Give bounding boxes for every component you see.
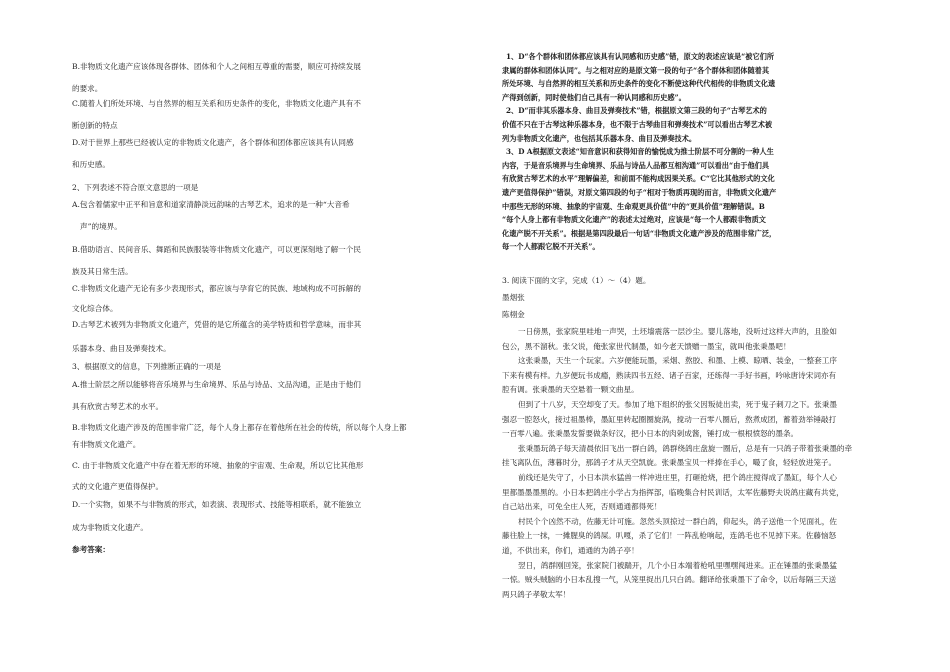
left-line: B.非物质文化遗产涉及的范围非常广泛，每个人身上都存在着他所在社会的传统，所以每个人身上都 [72,423,407,432]
answer-line: 价值不只在于古琴这种乐器本身，也不限于古琴曲目和弹奏技术”可以看出古琴艺术被 [502,120,773,129]
answer-line: 有欣赏古琴艺术的水平”理解偏差，和前面不能构成因果关系。C“它比其他形式的文化 [502,174,775,184]
answer-line: 2、D“而非其乐器本身、曲目及弹奏技术”错，根据原文第三段的句子“古琴艺术的 [506,106,767,116]
left-line: 式的文化遗产更值得保护。 [72,482,164,491]
left-line: B.借助语言、民间音乐、舞蹈和民族服装等非物质文化遗产，可以更深刻地了解一个民 [72,245,361,254]
story-line: 两只鸽子孝敬太军！ [502,589,571,599]
story-line: 自己站出来，可免全庄人死，否则通通都得死！ [502,502,662,512]
left-line: A.包含着儒家中正平和旨意和道家清静淡远韵味的古琴艺术，追求的是一种“大音希 [72,200,350,209]
left-line: 具有欣赏古琴艺术的水平。 [72,402,164,411]
story-line: 里都墨墨墨黑的。小日本把鸽庄小学占为指挥部，临晚集合村民训话，太军佐藤野夫说鸽庄藏有共党， [502,487,844,497]
left-line: 有非物质文化遗产。 [72,440,141,449]
story-line: 这张秉墨，天生一个玩家。六岁便能玩墨，采烟、熬胶、和墨、上模、晾晒、装金，一整套工序 [518,356,837,366]
story-author: 陈栩金 [502,310,525,319]
left-line: 断创新的特点 [72,121,118,130]
left-line: 3、根据原文的信息，下列推断正确的一项是 [72,362,222,371]
question-heading: 3. 阅读下面的文字，完成（1）～（4）题。 [502,276,651,285]
answer-line: 产得到创新，同时使他们自己具有一种认同感和历史感”。 [502,92,686,102]
answer-line: 每一个人都跟它脱不开关系”。 [502,242,600,252]
story-title: 墨烟张 [502,293,525,302]
story-line: 张秉墨玩鸽子每天清晨依旧飞出一群白鸽，鸽群绕鸽庄盘旋一圈后，总是有一只鸽子带着张秉墨的牵 [518,443,853,453]
left-line: D.古琴艺术被列为非物质文化遗产，凭借的是它所蕴含的美学特质和哲学意味，而非其 [72,320,362,329]
left-line: B.非物质文化遗产应该体现各群体、团体和个人之间相互尊重的需要，顺应可持续发展 [72,62,361,71]
left-line: A.推士阶层之所以能够将音乐境界与生命境界、乐品与诗品、文品沟通，正是由于他们 [72,380,361,389]
answer-line: “每个人身上都有非物质文化遗产”的表述太过绝对，应该是“每一个人都跟非物质文 [502,215,766,225]
answer-line: 1、D“各个群体和团体都应该具有认同感和历史感”错，原文的表述应该是“被它们所 [506,52,775,61]
answer-line: 化遗产脱不开关系”。根据是第四段最后一句话“非物质文化遗产涉及的范围非常广泛， [502,228,777,238]
answer-line: 列为非物质文化遗产，也包括其乐器本身、曲目及弹奏技术。 [502,133,697,143]
left-line: 和历史感。 [72,160,110,169]
answers-heading: 参考答案： [72,545,110,554]
left-line: C. 由于非物质文化遗产中存在着无形的环境、抽象的宇宙观、生命观，所以它比其他形 [72,461,364,470]
story-line: 一惊。贼头贼脑的小日本乱搜一气，从笼里捉出几只白鸽。翻译给张秉墨下了命令，以后每隔三天送 [502,575,837,585]
left-line: 成为非物质文化遗产。 [72,523,148,532]
answer-line: 3、D A根据原文表述“知音意识和获得知音的愉悦成为推士阶层不可分割的一种人生 [506,147,774,157]
story-line: 腔有调。张秉墨的天空悬着一颗文曲星。 [502,385,639,395]
answer-line: 遗产更值得保护”错误，对原文第四段的句子“相对于物质再现的而言，非物质文化遗产 [502,188,777,197]
left-line: 声”的境界。 [80,222,122,231]
story-line: 强忍一腔怒火，接过祖墨棒，墨缸里转起圈圈旋涡，搅动一百零八圈后，熬煮成团，蓄着劲举锤敲打 [502,414,837,424]
left-line: 乐器本身、曲目及弹奏技术。 [72,344,171,353]
story-line: 包公，黑不溜秋。张父说，俺张家世代制墨，如今老天馈赠一墨宝，就叫他张秉墨吧！ [502,341,791,351]
left-line: 2、下列表述不符合原文意思的一项是 [72,183,199,192]
left-line: 文化综合体。 [72,304,118,313]
left-line: D.一个实物，如果不与非物质的形式，如表演、表现形式、技能等相联系，就不能独立 [72,500,362,509]
left-line: 族及其日常生活。 [72,267,133,276]
story-line: 村民个个凶然不动，佐藤无计可施。忽然头顶掠过一群白鸽，仰起头，鸽子送他一个见面礼，佐 [518,516,837,526]
story-line: 一日傍黑，张家院里哇地一声哭，土坯墙震落一层沙尘。婴儿落地，没听过这样大声的，且脸如 [518,327,837,336]
story-line: 前线还是失守了，小日本洪水猛兽一样冲进庄里，打砸抢烧，把个鸽庄搅得成了墨缸，每个人心 [518,473,837,482]
answer-line: 隶属的群体和团体认同”。与之相对应的是原文第一段的句子“各个群体和团体随着其 [502,65,770,75]
answer-line: 所处环境、与自然界的相互关系和历史条件的变化不断使这种代代相传的非物质文化遗 [502,79,776,89]
story-line: 道，不供出来，你们，通通的为鸽子亭！ [502,546,639,555]
story-line: 但到了十八岁，天空却变了天。参加了地下组织的张父因叛徒出卖，死于鬼子刺刀之下。张秉墨 [518,400,837,409]
story-line: 翌日，鸽群刚回笼，张家院门被踹开，几个小日本端着枪吼里嘿嘿闯进来。正在锤墨的张秉墨猛 [518,560,837,570]
story-line: 一百零八遍。张秉墨发誓要做条好汉，把小日本的肉剁成酱，锤打成一根根愤怒的墨条。 [502,429,799,439]
story-line: 藤往脸上一抹，一摊腥臭的鸽屎。叭嘎，杀了它们！一阵乱枪响起，连鸽毛也不见掉下来。佐藤恼怒 [502,531,837,541]
story-line: 下来有模有样。九岁便玩书成瘾，熟读四书五经、诸子百家，还练得一手好书画，吟咏唐诗宋词亦有 [502,370,837,380]
left-line: D.对于世界上那些已经被认定的非物质文化遗产，各个群体和团体都应该具有认同感 [72,138,354,147]
left-line: C.非物质文化遗产无论有多少表现形式，都应该与孕育它的民族、地域构成不可拆解的 [72,284,361,293]
answer-line: 中那些无形的环境、抽象的宇宙观、生命观更具价值”中的“更具价值”理解错误。B [502,201,765,211]
story-line: 挂飞离队伍，薄暮时分，那鸽子才从天空凯旋。张秉墨宝贝一样捧在手心，嘬了食，轻轻放进笼子。 [502,458,837,468]
left-line: 的要求。 [72,84,103,93]
answer-line: 内容，于是音乐境界与生命境界、乐品与诗品人品都互相沟通”可以看出“由于他们具 [502,160,770,170]
left-line: C.随着人们所处环境、与自然界的相互关系和历史条件的变化，非物质文化遗产具有不 [72,99,361,108]
